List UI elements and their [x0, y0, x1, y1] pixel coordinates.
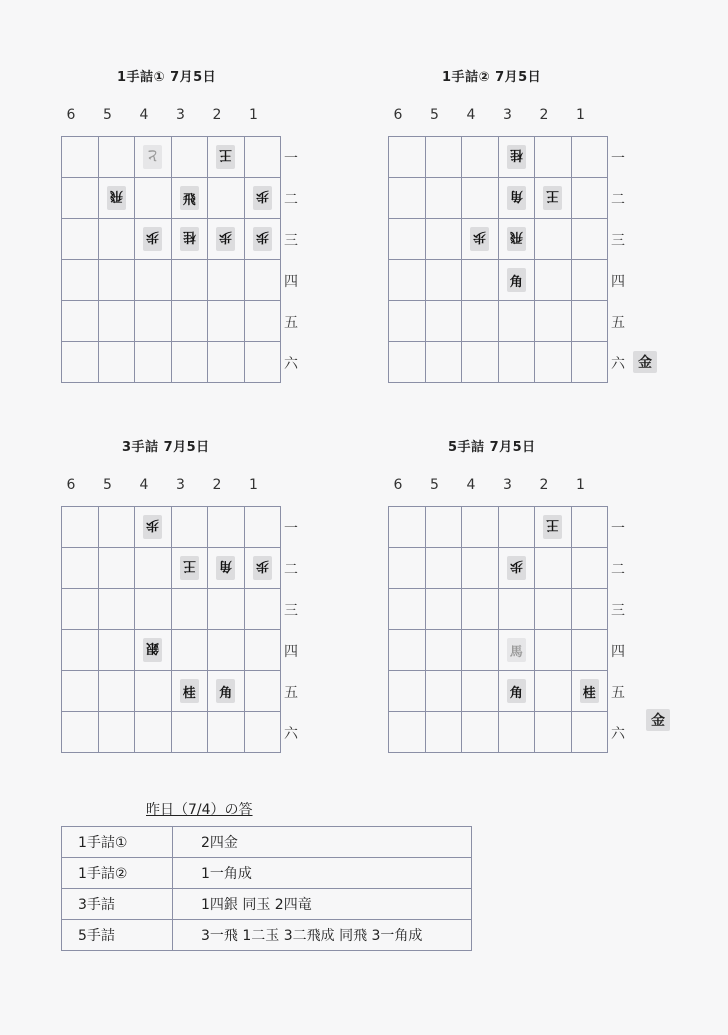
answer-name: 3手詰 — [62, 889, 173, 920]
puzzle-title: 1手詰① 7月5日 — [117, 70, 217, 85]
board-square — [99, 219, 136, 260]
puzzle-title: 5手詰 7月5日 — [448, 440, 536, 455]
shogi-board — [388, 136, 608, 383]
row-number: 四 — [611, 274, 625, 290]
board-square — [572, 630, 609, 671]
answer-text: 1四銀 同玉 2四竜 — [173, 889, 472, 920]
board-square — [499, 630, 536, 671]
board-square — [99, 507, 136, 548]
shogi-piece: 桂 — [580, 679, 599, 703]
board-square — [172, 630, 209, 671]
shogi-piece: 角 — [216, 556, 235, 580]
board-square — [499, 548, 536, 589]
shogi-piece: 銀 — [143, 638, 162, 662]
column-number: 5 — [103, 477, 112, 493]
board-square — [389, 548, 426, 589]
answer-name: 1手詰② — [62, 858, 173, 889]
board-square — [99, 301, 136, 342]
board-square — [572, 219, 609, 260]
row-number: 三 — [611, 233, 625, 249]
board-square — [172, 219, 209, 260]
shogi-piece: 飛 — [507, 227, 526, 251]
shogi-piece: 歩 — [253, 556, 272, 580]
board-square — [572, 712, 609, 753]
board-square — [62, 507, 99, 548]
row-number: 一 — [611, 521, 625, 537]
board-square — [135, 260, 172, 301]
piece-in-hand: 金 — [646, 709, 670, 731]
board-square — [208, 342, 245, 383]
shogi-piece: 角 — [507, 268, 526, 292]
shogi-board — [61, 506, 281, 753]
board-square — [426, 260, 463, 301]
board-square — [245, 178, 282, 219]
column-number: 1 — [249, 107, 258, 123]
board-square — [135, 137, 172, 178]
board-square — [172, 589, 209, 630]
shogi-piece: 飛 — [107, 186, 126, 210]
board-square — [535, 301, 572, 342]
board-square — [499, 671, 536, 712]
column-number: 4 — [139, 107, 149, 123]
board-square — [389, 630, 426, 671]
row-number: 六 — [611, 356, 625, 372]
table-row — [62, 827, 472, 858]
board-square — [535, 219, 572, 260]
board-square — [172, 712, 209, 753]
board-square — [426, 137, 463, 178]
board-square — [572, 507, 609, 548]
board-square — [462, 589, 499, 630]
board-square — [172, 178, 209, 219]
board-square — [462, 712, 499, 753]
board-square — [208, 712, 245, 753]
shogi-board — [388, 506, 608, 753]
board-square — [62, 671, 99, 712]
board-square — [245, 342, 282, 383]
row-number: 二 — [284, 192, 298, 208]
board-square — [245, 301, 282, 342]
board-square — [426, 548, 463, 589]
column-number: 2 — [212, 107, 222, 123]
board-square — [245, 630, 282, 671]
board-square — [389, 219, 426, 260]
column-number: 4 — [466, 107, 476, 123]
board-square — [462, 178, 499, 219]
shogi-piece: 王 — [216, 145, 235, 169]
board-square — [462, 137, 499, 178]
answers-table — [61, 826, 472, 951]
row-number: 五 — [611, 315, 625, 331]
board-square — [499, 137, 536, 178]
row-number: 三 — [611, 603, 625, 619]
board-square — [499, 712, 536, 753]
board-square — [135, 507, 172, 548]
board-square — [462, 342, 499, 383]
board-square — [535, 178, 572, 219]
board-square — [62, 342, 99, 383]
board-square — [245, 260, 282, 301]
shogi-piece: 歩 — [253, 227, 272, 251]
board-square — [62, 630, 99, 671]
board-square — [208, 671, 245, 712]
board-square — [99, 671, 136, 712]
board-square — [245, 548, 282, 589]
board-square — [389, 137, 426, 178]
shogi-piece: と — [143, 145, 162, 169]
board-square — [499, 301, 536, 342]
board-square — [462, 548, 499, 589]
shogi-piece: 歩 — [143, 515, 162, 539]
board-square — [172, 671, 209, 712]
column-number: 2 — [212, 477, 222, 493]
board-square — [245, 589, 282, 630]
board-square — [172, 548, 209, 589]
board-square — [208, 260, 245, 301]
column-number: 1 — [576, 107, 585, 123]
board-square — [462, 671, 499, 712]
shogi-piece: 王 — [543, 515, 562, 539]
shogi-piece: 歩 — [253, 186, 272, 210]
board-square — [426, 301, 463, 342]
board-square — [135, 301, 172, 342]
board-square — [99, 178, 136, 219]
column-number: 2 — [539, 107, 549, 123]
shogi-piece: 王 — [180, 556, 199, 580]
column-number: 5 — [430, 477, 439, 493]
column-number: 3 — [176, 107, 185, 123]
board-square — [245, 712, 282, 753]
board-square — [535, 342, 572, 383]
column-number: 4 — [139, 477, 149, 493]
board-square — [426, 630, 463, 671]
board-square — [135, 589, 172, 630]
board-square — [208, 548, 245, 589]
row-number: 五 — [611, 685, 625, 701]
board-square — [389, 712, 426, 753]
board-square — [62, 548, 99, 589]
board-square — [99, 137, 136, 178]
shogi-piece: 歩 — [216, 227, 235, 251]
board-square — [572, 260, 609, 301]
board-square — [462, 630, 499, 671]
row-number: 一 — [611, 151, 625, 167]
shogi-piece: 馬 — [507, 638, 526, 662]
board-square — [535, 589, 572, 630]
board-square — [245, 507, 282, 548]
board-square — [499, 260, 536, 301]
board-square — [462, 301, 499, 342]
board-square — [172, 507, 209, 548]
column-number: 5 — [430, 107, 439, 123]
board-square — [572, 548, 609, 589]
board-square — [99, 589, 136, 630]
board-square — [535, 712, 572, 753]
shogi-piece: 王 — [543, 186, 562, 210]
board-square — [99, 712, 136, 753]
table-row — [62, 889, 472, 920]
board-square — [499, 589, 536, 630]
board-square — [535, 507, 572, 548]
board-square — [426, 589, 463, 630]
board-square — [426, 219, 463, 260]
board-square — [389, 671, 426, 712]
board-square — [499, 219, 536, 260]
board-square — [572, 301, 609, 342]
board-square — [389, 178, 426, 219]
board-square — [99, 548, 136, 589]
board-square — [535, 630, 572, 671]
board-square — [572, 342, 609, 383]
column-number: 3 — [503, 107, 512, 123]
board-square — [62, 178, 99, 219]
board-square — [462, 219, 499, 260]
table-row — [62, 920, 472, 951]
board-square — [389, 342, 426, 383]
row-number: 二 — [611, 192, 625, 208]
row-number: 一 — [284, 521, 298, 537]
answer-text: 1一角成 — [173, 858, 472, 889]
answer-name: 5手詰 — [62, 920, 173, 951]
board-square — [135, 671, 172, 712]
board-square — [172, 342, 209, 383]
shogi-piece: 角 — [507, 186, 526, 210]
board-square — [62, 712, 99, 753]
shogi-piece: 角 — [216, 679, 235, 703]
board-square — [208, 219, 245, 260]
shogi-piece: 角 — [507, 679, 526, 703]
board-square — [572, 671, 609, 712]
row-number: 五 — [284, 685, 298, 701]
board-square — [535, 671, 572, 712]
column-number: 6 — [66, 477, 76, 493]
board-square — [462, 260, 499, 301]
row-number: 四 — [284, 274, 298, 290]
column-number: 1 — [576, 477, 585, 493]
board-square — [99, 260, 136, 301]
board-square — [245, 671, 282, 712]
board-square — [426, 671, 463, 712]
board-square — [389, 301, 426, 342]
board-square — [62, 260, 99, 301]
board-square — [389, 589, 426, 630]
row-number: 二 — [284, 562, 298, 578]
table-row — [62, 858, 472, 889]
puzzle-title: 3手詰 7月5日 — [122, 440, 210, 455]
board-square — [135, 219, 172, 260]
board-square — [426, 342, 463, 383]
row-number: 六 — [284, 356, 298, 372]
board-square — [535, 260, 572, 301]
column-number: 3 — [503, 477, 512, 493]
column-number: 6 — [393, 107, 403, 123]
shogi-piece: 歩 — [470, 227, 489, 251]
row-number: 六 — [284, 726, 298, 742]
board-square — [208, 630, 245, 671]
board-square — [426, 712, 463, 753]
board-square — [208, 301, 245, 342]
board-square — [499, 178, 536, 219]
board-square — [572, 178, 609, 219]
answer-name: 1手詰① — [62, 827, 173, 858]
answers-title: 昨日（7/4）の答 — [146, 802, 253, 818]
row-number: 四 — [284, 644, 298, 660]
board-square — [135, 712, 172, 753]
board-square — [499, 342, 536, 383]
answer-text: 3一飛 1二玉 3二飛成 同飛 3一角成 — [173, 920, 472, 951]
column-number: 2 — [539, 477, 549, 493]
row-number: 四 — [611, 644, 625, 660]
column-number: 3 — [176, 477, 185, 493]
column-number: 6 — [393, 477, 403, 493]
shogi-piece: 桂 — [507, 145, 526, 169]
board-square — [208, 137, 245, 178]
board-square — [208, 589, 245, 630]
shogi-piece: 歩 — [507, 556, 526, 580]
board-square — [62, 219, 99, 260]
board-square — [426, 178, 463, 219]
board-square — [389, 260, 426, 301]
row-number: 三 — [284, 603, 298, 619]
board-square — [572, 589, 609, 630]
board-square — [535, 548, 572, 589]
board-square — [535, 137, 572, 178]
board-square — [62, 301, 99, 342]
column-number: 4 — [466, 477, 476, 493]
board-square — [99, 630, 136, 671]
answer-text: 2四金 — [173, 827, 472, 858]
board-square — [62, 589, 99, 630]
board-square — [389, 507, 426, 548]
row-number: 二 — [611, 562, 625, 578]
board-square — [499, 507, 536, 548]
shogi-piece: 歩 — [143, 227, 162, 251]
board-square — [135, 548, 172, 589]
shogi-piece: 桂 — [180, 227, 199, 251]
board-square — [172, 301, 209, 342]
board-square — [99, 342, 136, 383]
row-number: 三 — [284, 233, 298, 249]
board-square — [135, 630, 172, 671]
board-square — [62, 137, 99, 178]
board-square — [172, 260, 209, 301]
row-number: 五 — [284, 315, 298, 331]
row-number: 一 — [284, 151, 298, 167]
board-square — [135, 342, 172, 383]
board-square — [208, 507, 245, 548]
board-square — [245, 219, 282, 260]
shogi-piece: 飛 — [180, 186, 199, 210]
shogi-piece: 桂 — [180, 679, 199, 703]
row-number: 六 — [611, 726, 625, 742]
shogi-board — [61, 136, 281, 383]
board-square — [572, 137, 609, 178]
column-number: 1 — [249, 477, 258, 493]
puzzle-title: 1手詰② 7月5日 — [442, 70, 542, 85]
column-number: 6 — [66, 107, 76, 123]
board-square — [245, 137, 282, 178]
board-square — [208, 178, 245, 219]
board-square — [172, 137, 209, 178]
board-square — [135, 178, 172, 219]
board-square — [462, 507, 499, 548]
column-number: 5 — [103, 107, 112, 123]
piece-in-hand: 金 — [633, 351, 657, 373]
board-square — [426, 507, 463, 548]
